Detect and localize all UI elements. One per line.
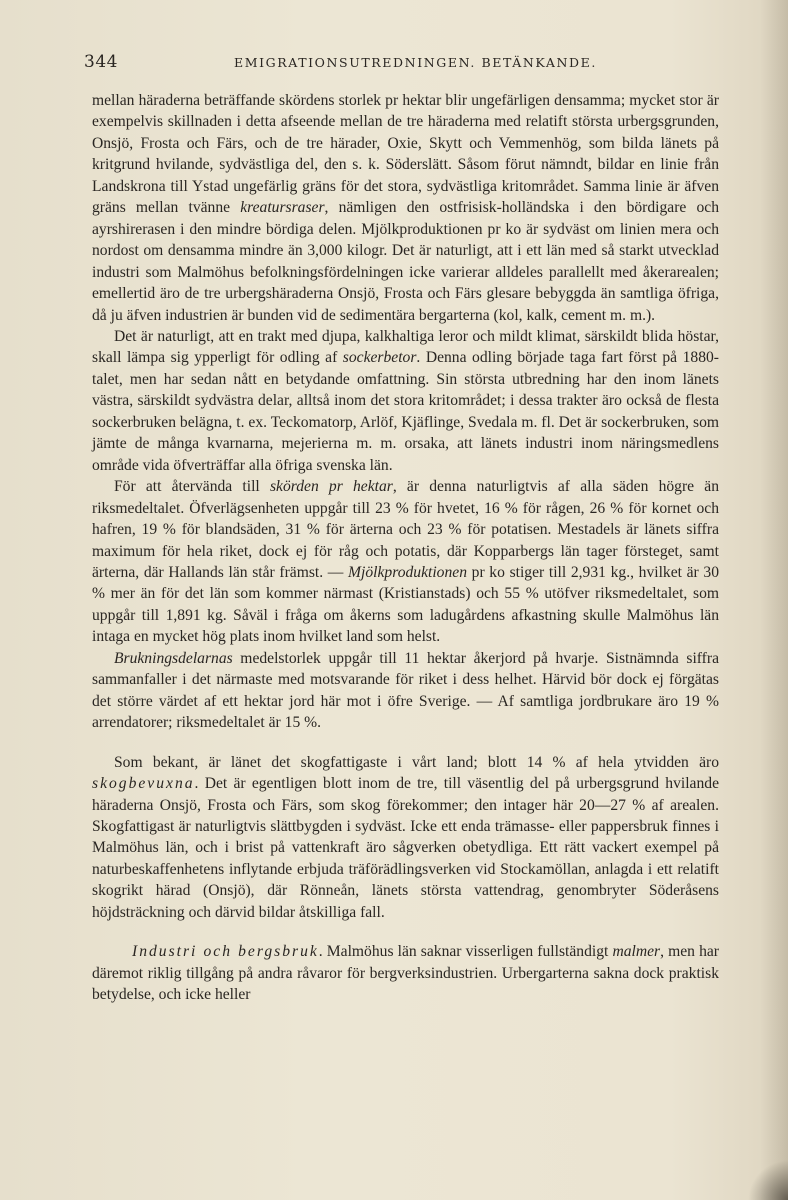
page-number: 344 <box>84 52 118 72</box>
paragraph <box>92 90 719 326</box>
italic-text: Brukningsdelarnas <box>114 649 233 667</box>
paragraph <box>92 752 719 924</box>
italic-text: sockerbetor <box>342 349 417 367</box>
text-run: , nämligen den ostfrisisk-holländska i den bördigare och ayrshirerasen i den mindre bördiga delen. Mjölkproduktionen pr ko är sydväst om linien mera och nordost om densamma mindre än 3,000 kilogr. Det är naturligt, att i ett län med så starkt utvecklad industri som Malmöhus befolkningsfördelningen icke varierar alldeles parallellt med åkerarealen; emellertid äro de tre urbergshäraderna Onsjö, Frosta och Färs glesare bebyggda än samtliga öfriga, då ju äfven industrien är bunden vid de sedimentära bergarterna (kol, kalk, cement m. m.). <box>92 199 719 324</box>
italic-text: Mjölkproduktionen <box>348 563 467 581</box>
italic-text: skörden pr hektar <box>269 478 393 496</box>
spaced-italic-text: Industri och bergsbruk <box>132 943 319 961</box>
page-header <box>84 52 704 74</box>
italic-text: malmer <box>612 943 661 961</box>
text-run: pr ko stiger till 2,931 kg., hvilket är 30 % mer än för det län som kommer närmast (Kristianstads) och 55 % utöfver riksmedeltalet, som uppgår till 1,891 kg. Såväl i fråga om åkerns som ladugårdens afkastning skulle Malmöhus län intaga en mycket hög plats inom hvilket land som helst. <box>92 563 720 646</box>
text-run: mellan häraderna beträffande skördens storlek pr hektar blir ungefärligen densamma; mycket stor är exempelvis skillnaden i detta afseende mellan de tre häraderna med relatift största urbergsgrunden, Onsjö, Frosta och Färs, och de tre härader, Oxie, Skytt och Vemmenhög, som bilda länets på kritgrund hvilande, sydvästliga del, den s. k. Söderslätt. Såsom förut nämndt, bildar en linie från Landskrona till Ystad ungefärlig gräns för det stora, sydvästliga kritområdet. Samma linie är äfven gräns mellan tvänne <box>92 92 719 217</box>
text-run: . Malmöhus län saknar visserligen fullständigt <box>318 943 613 961</box>
text-run: . Det är egentligen blott inom de tre, till väsentlig del på urbergsgrund hvilande häraderna Onsjö, Frosta och Färs, som skog förekommer; den intager här 20—27 % af arealen. Skogfattigast är naturligtvis slättbygden i sydväst. Icke ett enda trämasse- eller pappersbruk finnes i Malmöhus län, och i brist på vattenkraft äro sågverken obetydliga. Ett rätt vackert exempel på naturbeskaffenhetens inflytande erbjuda träförädlingsverken vid Stockamöllan, anlagda i ett relatift skogrikt härad (Onsjö), där Rönneån, länets största vattendrag, genombryter Söderåsens höjdsträckning och därvid bildar åtskilliga fall. <box>92 775 719 921</box>
text-run: medelstorlek uppgår till 11 hektar åkerjord på hvarje. Sistnämnda siffra sammanfaller i det närmaste med motsvarande för riket i dess helhet. Härvid bör dock ej förgätas det större värdet af ett hektar jord här mot i öfre Sverige. — Af samtliga jordbrukare äro 19 % arrendatorer; riksmedeltalet är 15 %. <box>92 649 719 732</box>
running-head: EMIGRATIONSUTREDNINGEN. BETÄNKANDE. <box>234 55 597 70</box>
body-text <box>92 90 719 1006</box>
text-run: Det är naturligt, att en trakt med djupa, kalkhaltiga leror och mildt klimat, särskildt blida höstar, skall lämpa sig ypperligt för odling af <box>92 327 719 367</box>
text-run: Som bekant, är länet det skogfattigaste i vårt land; blott 14 % af hela ytvidden äro <box>114 753 719 771</box>
spaced-italic-text: skogbevuxna <box>92 775 195 793</box>
page-edge-shadow <box>760 0 788 1200</box>
page-corner-shadow <box>748 1160 788 1200</box>
text-run: . Denna odling började taga fart först på 1880-talet, men har sedan nått en betydande omfattning. Sin största utbredning har den inom länets västra, särskildt sydvästra delar, alltså inom det stora kritområdet; i dessa trakter äro också de flesta sockerbruken belägna, t. ex. Teckomatorp, Arlöf, Kjäflinge, Svedala m. fl. Det är sockerbruken, som jämte de många kvarnarna, mejerierna m. m. orsaka, att länets industri inom näringsmedlens område vida öfverträffar alla öfriga svenska län. <box>92 349 719 474</box>
italic-text: kreatursraser <box>240 199 325 217</box>
text-run: , men har däremot riklig tillgång på andra råvaror för bergverksindustrien. Urbergarterna sakna dock praktisk betydelse, och icke heller <box>92 943 719 1004</box>
text-run: För att återvända till <box>114 478 270 496</box>
paragraph <box>92 941 719 1005</box>
paragraph <box>92 648 719 734</box>
text-run: , är denna naturligtvis af alla säden högre än riksmedeltalet. Öfverlägsenheten uppgår till 23 % för hvetet, 16 % för rågen, 26 % för kornet och hafren, 19 % för blandsäden, 31 % för ärterna och 23 % för potatisen. Mestadels är länets siffra maximum för hela riket, dock ej för råg och potatis, där Kopparbergs län tager försteget, samt ärterna, där Hallands län står främst. — <box>92 478 719 581</box>
paragraph <box>92 326 719 476</box>
paragraph <box>92 476 719 648</box>
